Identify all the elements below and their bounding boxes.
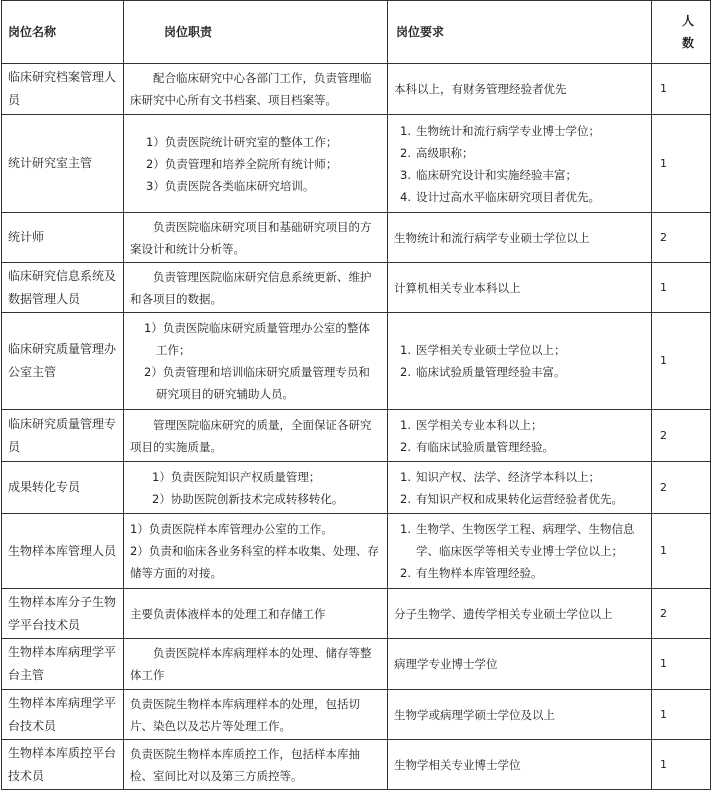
positions-table xyxy=(1,0,711,790)
requirement-item: 2. 临床试验质量管理经验丰富。 xyxy=(400,365,566,379)
position-name: 生物样本库质控平台技术员 xyxy=(2,740,124,790)
table-row xyxy=(2,263,711,313)
headcount: 1 xyxy=(652,740,711,790)
duty-text: 负责医院生物样本库质控工作，包括样本库抽检、室间比对以及第三方质控等。 xyxy=(130,746,360,783)
duty-item: 1）负责医院样本库管理办公室的工作。 xyxy=(130,522,333,536)
requirement-item: 1. 生物学、生物医学工程、病理学、生物信息学、临床医学等相关专业博士学位以上； xyxy=(400,522,635,558)
requirement-text: 生物学或病理学硕士学位及以上 xyxy=(394,707,555,722)
table-row xyxy=(2,690,711,740)
table-header-row xyxy=(2,1,711,64)
requirement-item: 3. 临床研究设计和实施经验丰富； xyxy=(400,167,577,182)
position-name: 临床研究质量管理办公室主管 xyxy=(2,313,124,410)
duty-text: 负责医院生物样本库病理样本的处理，包括切片、染色以及芯片等处理工作。 xyxy=(130,696,360,733)
position-requirement xyxy=(388,740,652,790)
position-requirement xyxy=(388,589,652,639)
requirement-item: 1. 医学相关专业硕士学位以上； xyxy=(400,343,566,357)
table-row xyxy=(2,740,711,790)
position-requirement xyxy=(388,263,652,313)
headcount: 2 xyxy=(652,462,711,514)
duty-list xyxy=(130,131,381,197)
duty-item: 3）负责医院各类临床研究培训。 xyxy=(146,178,315,193)
position-name: 生物样本库分子生物学平台技术员 xyxy=(2,589,124,639)
headcount: 1 xyxy=(652,639,711,690)
table-row xyxy=(2,589,711,639)
position-name: 生物样本库病理学平台技术员 xyxy=(2,690,124,740)
duty-item: 1）负责医院统计研究室的整体工作； xyxy=(146,134,338,149)
header-position-requirement: 岗位要求 xyxy=(388,1,652,64)
duty-list xyxy=(130,466,381,510)
table-row xyxy=(2,514,711,589)
position-requirement xyxy=(388,514,652,589)
duty-item: 2）负责管理和培养全院所有统计师； xyxy=(146,156,338,171)
position-requirement xyxy=(388,639,652,690)
position-requirement xyxy=(388,690,652,740)
position-duty xyxy=(124,313,388,410)
requirement-text: 病理学专业博士学位 xyxy=(394,657,498,671)
position-duty xyxy=(124,690,388,740)
headcount: 1 xyxy=(652,313,711,410)
requirement-item: 2. 有临床试验质量管理经验。 xyxy=(400,439,554,454)
duty-text: 负责管理医院临床研究信息系统更新、维护和各项目的数据。 xyxy=(130,269,372,306)
position-requirement xyxy=(388,64,652,115)
requirement-text: 本科以上，有财务管理经验者优先 xyxy=(394,82,567,96)
requirement-list xyxy=(394,120,645,208)
header-position-duty: 岗位职责 xyxy=(124,1,388,64)
position-name: 临床研究质量管理专员 xyxy=(2,410,124,462)
duty-item: 1）负责医院知识产权质量管理； xyxy=(152,469,321,484)
table-row xyxy=(2,213,711,263)
position-name: 生物样本库管理人员 xyxy=(2,514,124,589)
headcount: 1 xyxy=(652,690,711,740)
duty-item: 2）负责管理和培训临床研究质量管理专员和研究项目的研究辅助人员。 xyxy=(144,365,370,401)
position-name: 临床研究档案管理人员 xyxy=(2,64,124,115)
table-row xyxy=(2,64,711,115)
requirement-item: 4. 设计过高水平临床研究项目者优先。 xyxy=(400,189,600,204)
duty-text: 主要负责体液样本的处理工和存储工作 xyxy=(130,606,326,621)
position-requirement xyxy=(388,462,652,514)
duty-text: 负责医院临床研究项目和基础研究项目的方案设计和统计分析等。 xyxy=(130,219,372,256)
position-requirement xyxy=(388,213,652,263)
position-duty xyxy=(124,462,388,514)
table-row xyxy=(2,462,711,514)
position-duty xyxy=(124,589,388,639)
position-name: 统计师 xyxy=(2,213,124,263)
position-duty xyxy=(124,213,388,263)
headcount: 1 xyxy=(652,514,711,589)
position-name: 生物样本库病理学平台主管 xyxy=(2,639,124,690)
header-headcount: 人数 xyxy=(652,1,711,64)
requirement-item: 1. 知识产权、法学、经济学本科以上； xyxy=(400,469,600,484)
table-row xyxy=(2,639,711,690)
position-duty xyxy=(124,514,388,589)
headcount: 1 xyxy=(652,64,711,115)
headcount: 1 xyxy=(652,263,711,313)
header-position-name: 岗位名称 xyxy=(2,1,124,64)
position-requirement xyxy=(388,313,652,410)
position-name: 临床研究信息系统及数据管理人员 xyxy=(2,263,124,313)
position-requirement xyxy=(388,410,652,462)
position-requirement xyxy=(388,115,652,213)
requirement-item: 1. 生物统计和流行病学专业博士学位； xyxy=(400,123,600,138)
requirement-item: 2. 有生物样本库管理经验。 xyxy=(400,566,543,580)
requirement-item: 1. 医学相关专业本科以上； xyxy=(400,417,543,432)
table-row xyxy=(2,313,711,410)
requirement-text: 计算机相关专业本科以上 xyxy=(394,280,521,295)
position-duty xyxy=(124,740,388,790)
position-duty xyxy=(124,64,388,115)
position-name: 统计研究室主管 xyxy=(2,115,124,213)
requirement-text: 生物学相关专业博士学位 xyxy=(394,757,521,772)
requirement-text: 分子生物学、遗传学相关专业硕士学位以上 xyxy=(394,606,613,621)
position-duty xyxy=(124,115,388,213)
requirement-text: 生物统计和流行病学专业硕士学位以上 xyxy=(394,230,590,245)
duty-item: 1）负责医院临床研究质量管理办公室的整体工作； xyxy=(144,321,370,357)
table-row xyxy=(2,115,711,213)
duty-item: 2）负责和临床各业务科室的样本收集、处理、存储等方面的对接。 xyxy=(130,544,379,580)
requirement-list xyxy=(394,414,645,458)
duty-text: 管理医院临床研究的质量，全面保证各研究项目的实施质量。 xyxy=(130,417,372,454)
duty-item: 2）协助医院创新技术完成转移转化。 xyxy=(152,491,344,506)
requirement-list xyxy=(394,518,645,584)
headcount: 2 xyxy=(652,410,711,462)
headcount: 2 xyxy=(652,213,711,263)
position-duty xyxy=(124,410,388,462)
table-row xyxy=(2,410,711,462)
requirement-item: 2. 有知识产权和成果转化运营经验者优先。 xyxy=(400,491,623,506)
headcount: 2 xyxy=(652,589,711,639)
position-duty xyxy=(124,263,388,313)
headcount: 1 xyxy=(652,115,711,213)
position-name: 成果转化专员 xyxy=(2,462,124,514)
requirement-item: 2. 高级职称； xyxy=(400,145,474,160)
requirement-list xyxy=(394,466,645,510)
duty-text: 负责医院样本库病理样本的处理、储存等整体工作 xyxy=(130,646,372,682)
position-duty xyxy=(124,639,388,690)
duty-text: 配合临床研究中心各部门工作，负责管理临床研究中心所有文书档案、项目档案等。 xyxy=(130,71,372,107)
duty-list xyxy=(130,317,381,405)
requirement-list xyxy=(394,339,645,383)
